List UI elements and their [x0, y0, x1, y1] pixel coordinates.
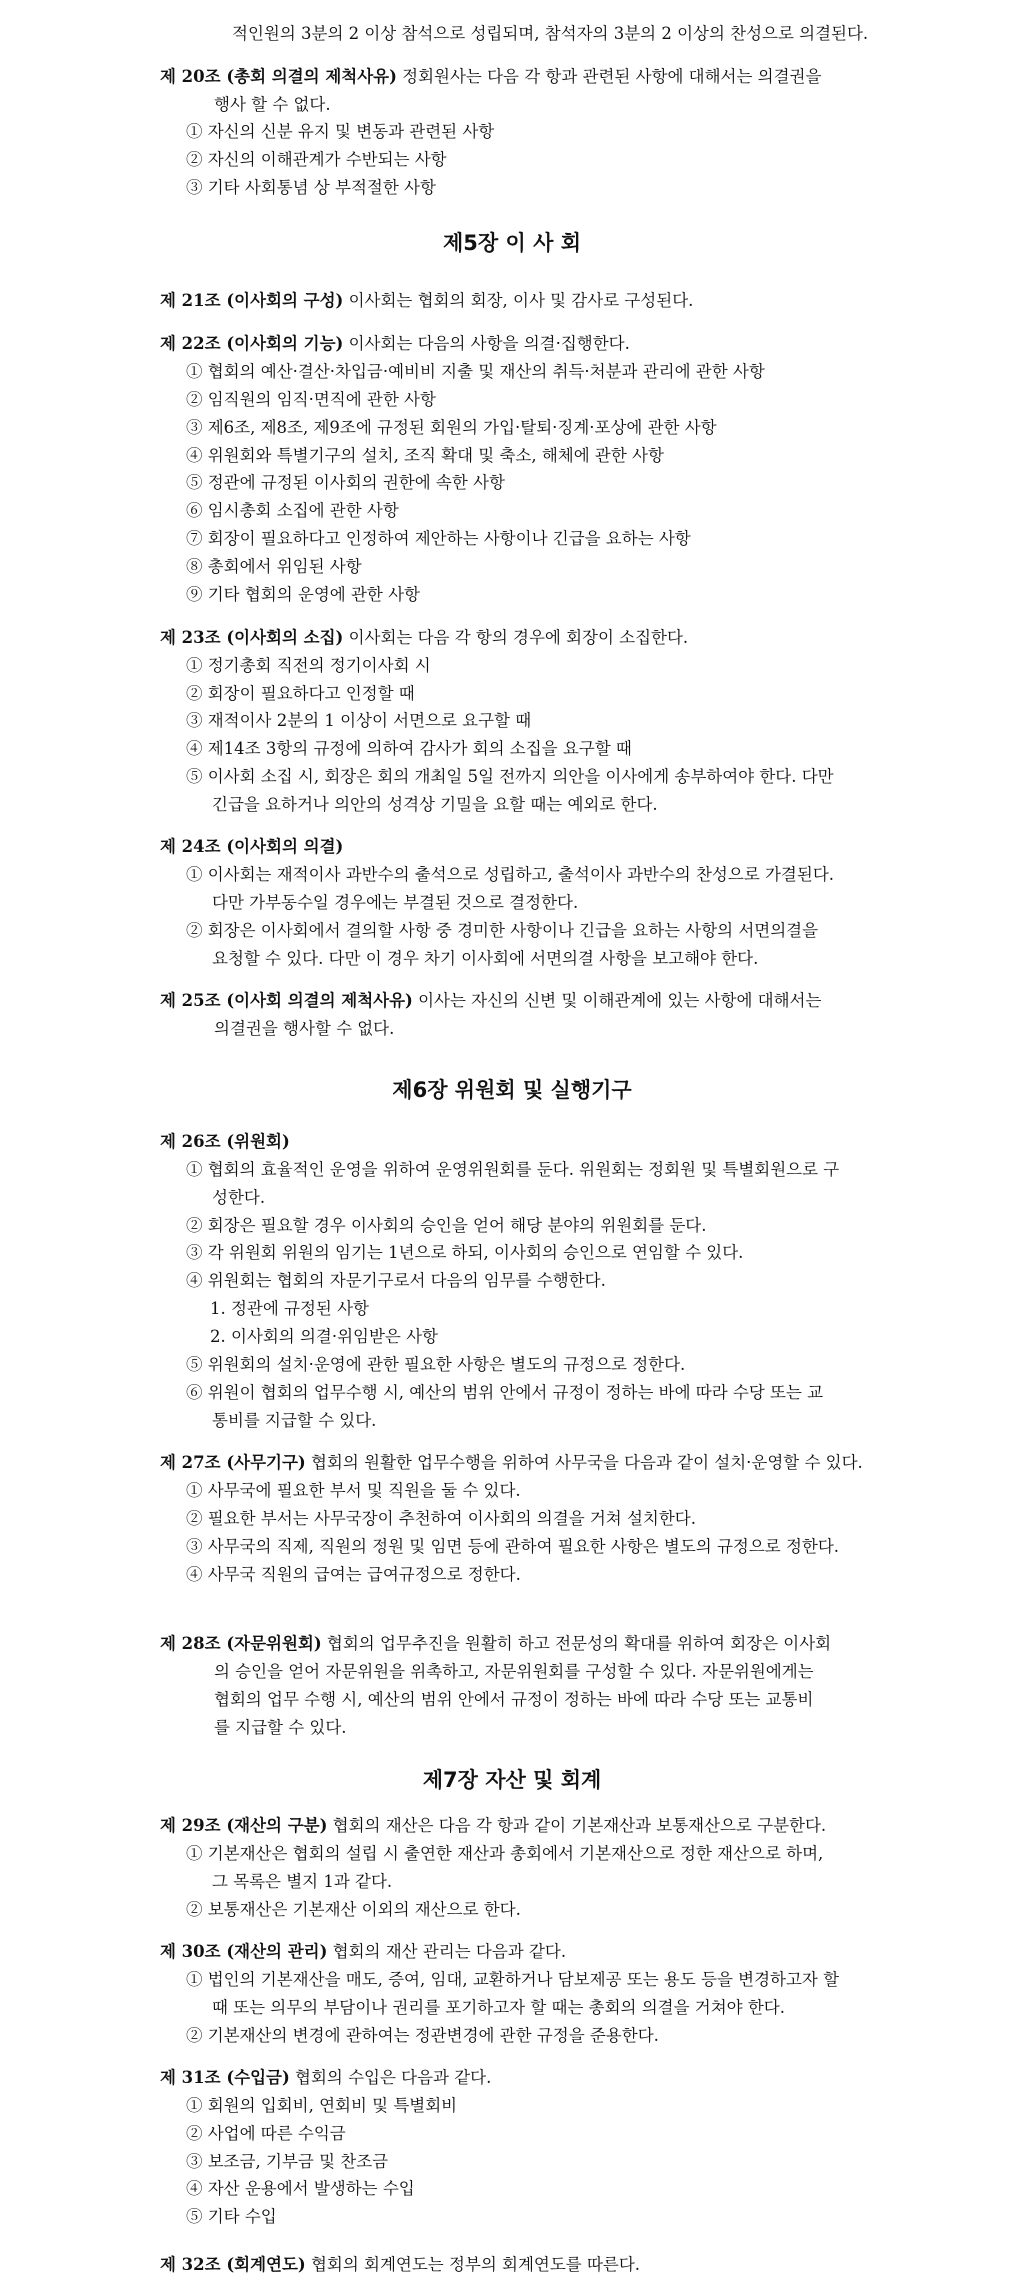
text-line: ① 정기총회 직전의 정기이사회 시 [186, 656, 431, 675]
text-line: ④ 사무국 직원의 급여는 급여규정으로 정한다. [186, 1565, 521, 1584]
text-line: ① 기본재산은 협회의 설립 시 출연한 재산과 총회에서 기본재산으로 정한 재산으로 하며, [186, 1844, 824, 1863]
text-line: ⑤ 위원회의 설치·운영에 관한 필요한 사항은 별도의 규정으로 정한다. [186, 1355, 686, 1374]
article-label: 제 30조 (재산의 관리) [160, 1942, 328, 1961]
article-text: 협회의 업무추진을 원활히 하고 전문성의 확대를 위하여 회장은 이사회 [321, 1634, 832, 1653]
article-label: 제 23조 (이사회의 소집) [160, 628, 344, 647]
article-text: 이사회는 다음의 사항을 의결·집행한다. [343, 334, 630, 353]
text-line: ③ 재적이사 2분의 1 이상이 서면으로 요구할 때 [186, 711, 532, 730]
text-line: 다만 가부동수일 경우에는 부결된 것으로 결정한다. [212, 893, 579, 912]
article-text: 협회의 재산은 다음 각 항과 같이 기본재산과 보통재산으로 구분한다. [327, 1816, 827, 1835]
text-line: ⑤ 기타 수입 [186, 2207, 277, 2226]
text-line: ② 자신의 이해관계가 수반되는 사항 [186, 150, 447, 169]
article-line [160, 1129, 290, 1155]
article-label: 제 24조 (이사회의 의결) [160, 837, 344, 856]
text-line: ⑧ 총회에서 위임된 사항 [186, 557, 362, 576]
text-line: ⑨ 기타 협회의 운영에 관한 사항 [186, 585, 420, 604]
text-line: ② 회장은 필요할 경우 이사회의 승인을 얻어 해당 분야의 위원회를 둔다. [186, 1216, 707, 1235]
chapter-heading: 제5장 이 사 회 [443, 231, 581, 255]
text-line: 협회의 업무 수행 시, 예산의 범위 안에서 규정이 정하는 바에 따라 수당 또는 교통비 [214, 1690, 814, 1709]
article-line [160, 1939, 566, 1965]
article-text: 협회의 재산 관리는 다음과 같다. [327, 1942, 567, 1961]
article-text: 협회의 수입은 다음과 같다. [289, 2068, 492, 2087]
article-label: 제 32조 (회계연도) [160, 2255, 306, 2274]
text-line: ② 회장이 필요하다고 인정할 때 [186, 684, 415, 703]
article-line [160, 288, 693, 314]
text-line: ④ 위원회와 특별기구의 설치, 조직 확대 및 축소, 해체에 관한 사항 [186, 446, 664, 465]
article-label: 제 20조 (총회 의결의 제척사유) [160, 67, 397, 86]
text-line: 행사 할 수 없다. [214, 95, 331, 114]
text-line: ④ 제14조 3항의 규정에 의하여 감사가 회의 소집을 요구할 때 [186, 739, 632, 758]
text-line: 1. 정관에 규정된 사항 [210, 1299, 369, 1318]
text-line: ① 협회의 효율적인 운영을 위하여 운영위원회를 둔다. 위원회는 정회원 및 특별회원으로 구 [186, 1160, 840, 1179]
text-line: 요청할 수 있다. 다만 이 경우 차기 이사회에 서면의결 사항을 보고해야 한다. [212, 949, 759, 968]
text-line: 의결권을 행사할 수 없다. [214, 1019, 395, 1038]
text-line: 적인원의 3분의 2 이상 참석으로 성립되며, 참석자의 3분의 2 이상의 찬성으로 의결된다. [232, 24, 869, 43]
text-line: ③ 사무국의 직제, 직원의 정원 및 임면 등에 관하여 필요한 사항은 별도의 규정으로 정한다. [186, 1537, 840, 1556]
text-line: ③ 보조금, 기부금 및 찬조금 [186, 2152, 389, 2171]
text-line: 2. 이사회의 의결·위임받은 사항 [210, 1327, 438, 1346]
article-line [160, 1450, 863, 1476]
article-line [160, 2252, 640, 2278]
article-label: 제 22조 (이사회의 기능) [160, 334, 344, 353]
text-line: ④ 자산 운용에서 발생하는 수입 [186, 2179, 415, 2198]
chapter-heading: 제6장 위원회 및 실행기구 [392, 1078, 632, 1102]
article-label: 제 28조 (자문위원회) [160, 1634, 322, 1653]
text-line: ① 법인의 기본재산을 매도, 증여, 임대, 교환하거나 담보제공 또는 용도 등을 변경하고자 할 [186, 1970, 840, 1989]
text-line: ③ 각 위원회 위원의 임기는 1년으로 하되, 이사회의 승인으로 연임할 수 있다. [186, 1243, 744, 1262]
text-line: ① 자신의 신분 유지 및 변동과 관련된 사항 [186, 122, 495, 141]
text-line: 의 승인을 얻어 자문위원을 위촉하고, 자문위원회를 구성할 수 있다. 자문위원에게는 [214, 1662, 814, 1681]
article-label: 제 31조 (수입금) [160, 2068, 290, 2087]
article-line [160, 64, 821, 90]
text-line: ② 기본재산의 변경에 관하여는 정관변경에 관한 규정을 준용한다. [186, 2026, 659, 2045]
article-text: 이사회는 협회의 회장, 이사 및 감사로 구성된다. [343, 291, 694, 310]
article-text: 이사회는 다음 각 항의 경우에 회장이 소집한다. [343, 628, 689, 647]
text-line: 때 또는 의무의 부담이나 권리를 포기하고자 할 때는 총회의 의결을 거쳐야 한다. [212, 1998, 785, 2017]
text-line: 통비를 지급할 수 있다. [212, 1411, 377, 1430]
article-text: 이사는 자신의 신변 및 이해관계에 있는 사항에 대해서는 [412, 991, 822, 1010]
text-line: 를 지급할 수 있다. [214, 1718, 347, 1737]
text-line: ① 이사회는 재적이사 과반수의 출석으로 성립하고, 출석이사 과반수의 찬성으로 가결된다. [186, 865, 834, 884]
text-line: ② 보통재산은 기본재산 이외의 재산으로 한다. [186, 1900, 521, 1919]
text-line: ① 협회의 예산·결산·차입금·예비비 지출 및 재산의 취득·처분과 관리에 관한 사항 [186, 362, 765, 381]
text-line: ⑦ 회장이 필요하다고 인정하여 제안하는 사항이나 긴급을 요하는 사항 [186, 529, 691, 548]
text-line: 그 목록은 별지 1과 같다. [212, 1872, 393, 1891]
article-line [160, 1631, 831, 1657]
text-line: ⑤ 이사회 소집 시, 회장은 회의 개최일 5일 전까지 의안을 이사에게 송부하여야 한다. 다만 [186, 767, 834, 786]
text-line: ⑥ 위원이 협회의 업무수행 시, 예산의 범위 안에서 규정이 정하는 바에 따라 수당 또는 교 [186, 1383, 824, 1402]
text-line: ① 사무국에 필요한 부서 및 직원을 둘 수 있다. [186, 1481, 521, 1500]
article-line [160, 1813, 826, 1839]
article-label: 제 25조 (이사회 의결의 제척사유) [160, 991, 413, 1010]
text-line: ④ 위원회는 협회의 자문기구로서 다음의 임무를 수행한다. [186, 1271, 606, 1290]
text-line: ⑥ 임시총회 소집에 관한 사항 [186, 501, 399, 520]
article-line [160, 331, 630, 357]
article-line [160, 625, 688, 651]
text-line: ② 필요한 부서는 사무국장이 추천하여 이사회의 의결을 거쳐 설치한다. [186, 1509, 696, 1528]
text-line: ② 회장은 이사회에서 결의할 사항 중 경미한 사항이나 긴급을 요하는 사항의 서면의결을 [186, 921, 819, 940]
article-text: 정회원사는 다음 각 항과 관련된 사항에 대해서는 의결권을 [396, 67, 822, 86]
text-line: 긴급을 요하거나 의안의 성격상 기밀을 요할 때는 예외로 한다. [212, 795, 658, 814]
article-line [160, 988, 821, 1014]
article-label: 제 27조 (사무기구) [160, 1453, 306, 1472]
article-text: 협회의 원활한 업무수행을 위하여 사무국을 다음과 같이 설치·운영할 수 있다. [305, 1453, 863, 1472]
text-line: 성한다. [212, 1188, 266, 1207]
article-label: 제 29조 (재산의 구분) [160, 1816, 328, 1835]
chapter-heading: 제7장 자산 및 회계 [422, 1768, 602, 1792]
article-text: 협회의 회계연도는 정부의 회계연도를 따른다. [305, 2255, 641, 2274]
text-line: ② 임직원의 임직·면직에 관한 사항 [186, 390, 436, 409]
text-line: ⑤ 정관에 규정된 이사회의 권한에 속한 사항 [186, 473, 505, 492]
article-label: 제 26조 (위원회) [160, 1132, 290, 1151]
article-line [160, 2065, 491, 2091]
text-line: ② 사업에 따른 수익금 [186, 2124, 346, 2143]
article-label: 제 21조 (이사회의 구성) [160, 291, 344, 310]
article-line [160, 834, 343, 860]
text-line: ① 회원의 입회비, 연회비 및 특별회비 [186, 2096, 458, 2115]
text-line: ③ 제6조, 제8조, 제9조에 규정된 회원의 가입·탈퇴·징계·포상에 관한 사항 [186, 418, 717, 437]
text-line: ③ 기타 사회통념 상 부적절한 사항 [186, 178, 436, 197]
